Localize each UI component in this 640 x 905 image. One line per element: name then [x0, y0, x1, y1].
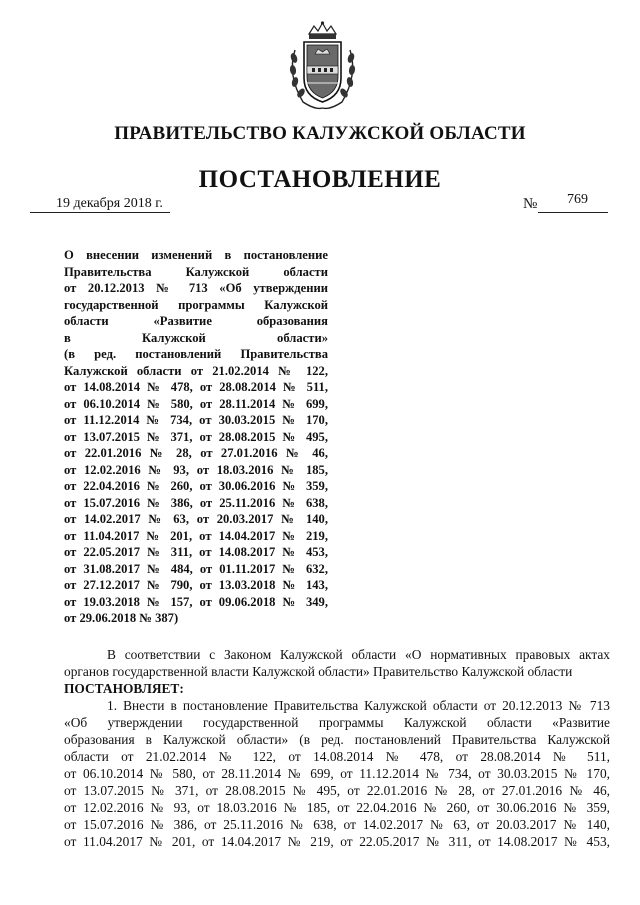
number-underline	[538, 212, 608, 213]
date-underline	[30, 212, 170, 213]
item-line: от 11.04.2017 № 201, от 14.04.2017 № 219, от 22.05.2017 № 311, от 14.08.2017 № 453,	[64, 834, 610, 849]
title-line: от 14.02.2017 № 63, от 20.03.2017 № 140,	[64, 512, 328, 526]
title-line: от 27.12.2017 № 790, от 13.03.2018 № 143,	[64, 578, 328, 592]
kaluga-coat-of-arms-icon	[285, 20, 360, 115]
item-line: образования в Калужской области» (в ред. постановлений Правительства Калужской	[64, 732, 610, 747]
document-body	[64, 646, 610, 850]
title-line: государственной программы Калужской	[64, 297, 328, 312]
item-line: от 12.02.2016 № 93, от 18.03.2016 № 185, от 22.04.2016 № 260, от 30.06.2016 № 359,	[64, 800, 610, 815]
item-line: 1. Внести в постановление Правительства Калужской области от 20.12.2013 № 713	[107, 698, 610, 713]
title-line: Правительства Калужской области	[64, 264, 328, 279]
title-line: от 29.06.2018 № 387)	[64, 611, 179, 625]
title-line: от 11.04.2017 № 201, от 14.04.2017 № 219,	[64, 528, 328, 543]
title-line: от 31.08.2017 № 484, от 01.11.2017 № 632,	[64, 561, 328, 576]
document-number: 769	[567, 192, 588, 207]
document-date: 19 декабря 2018 г.	[56, 196, 163, 211]
title-line: от 15.07.2016 № 386, от 25.11.2016 № 638,	[64, 495, 328, 510]
title-line: Калужской области от 21.02.2014 № 122,	[64, 363, 328, 378]
item-line: от 06.10.2014 № 580, от 28.11.2014 № 699, от 11.12.2014 № 734, от 30.03.2015 № 170,	[64, 766, 610, 781]
title-line: от 22.04.2016 № 260, от 30.06.2016 № 359,	[64, 479, 328, 493]
title-line: области «Развитие образования	[64, 314, 328, 328]
item-line: от 13.07.2015 № 371, от 28.08.2015 № 495, от 22.01.2016 № 28, от 27.01.2016 № 46,	[64, 783, 610, 798]
item-line: от 15.07.2016 № 386, от 25.11.2016 № 638, от 14.02.2017 № 63, от 20.03.2017 № 140,	[64, 817, 610, 832]
title-line: от 14.08.2014 № 478, от 28.08.2014 № 511,	[64, 380, 328, 394]
title-line: от 19.03.2018 № 157, от 09.06.2018 № 349,	[64, 594, 328, 609]
document-type: ПОСТАНОВЛЕНИЕ	[198, 166, 442, 193]
title-line: от 06.10.2014 № 580, от 28.11.2014 № 699,	[64, 396, 328, 411]
title-line: от 11.12.2014 № 734, от 30.03.2015 № 170,	[64, 413, 328, 427]
title-line: от 22.05.2017 № 311, от 14.08.2017 № 453,	[64, 545, 328, 559]
title-line: (в ред. постановлений Правительства	[64, 347, 328, 361]
organization-name: ПРАВИТЕЛЬСТВО КАЛУЖСКОЙ ОБЛАСТИ	[114, 123, 526, 144]
title-line: от 13.07.2015 № 371, от 28.08.2015 № 495,	[64, 429, 328, 444]
resolves-heading: ПОСТАНОВЛЯЕТ:	[64, 681, 184, 696]
title-line: в Калужской области»	[64, 330, 328, 345]
number-label: №	[523, 196, 538, 212]
title-line: от 20.12.2013 № 713 «Об утверждении	[64, 281, 328, 295]
item-line: области от 21.02.2014 № 122, от 14.08.2014 № 478, от 28.08.2014 № 511,	[64, 749, 610, 764]
preamble-line: органов государственной власти Калужской области» Правительство Калужской области	[64, 664, 573, 679]
title-line: от 12.02.2016 № 93, от 18.03.2016 № 185,	[64, 462, 328, 477]
item-line: «Об утверждении государственной программы Калужской области «Развитие	[64, 715, 610, 730]
title-line: О внесении изменений в постановление	[64, 248, 328, 262]
preamble-line: В соответствии с Законом Калужской области «О нормативных правовых актах	[107, 647, 610, 662]
title-line: от 22.01.2016 № 28, от 27.01.2016 № 46,	[64, 446, 328, 460]
document-title	[64, 247, 328, 627]
